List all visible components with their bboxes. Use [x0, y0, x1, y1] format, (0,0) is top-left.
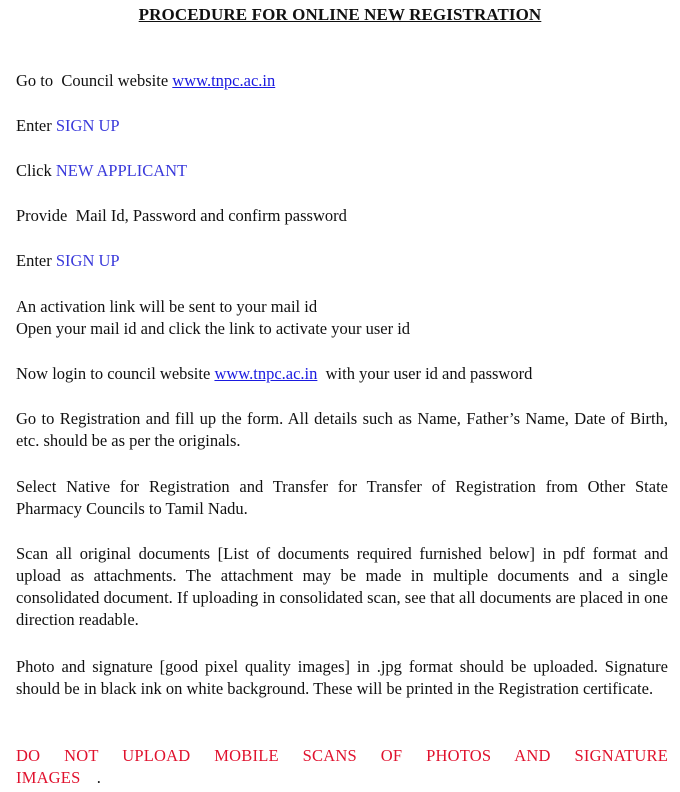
page-title: PROCEDURE FOR ONLINE NEW REGISTRATION — [138, 5, 542, 24]
step-select-native: Select Native for Registration and Transfer for Transfer of Registration from Other State Pharmacy Councils to Tamil Nadu. — [16, 477, 668, 518]
step-signup-2-text: Enter — [16, 251, 56, 270]
step-signup-1 — [16, 115, 668, 137]
warning-suffix: . — [80, 768, 102, 787]
step-provide-credentials: Provide Mail Id, Password and confirm password — [16, 206, 347, 225]
step-visit-website — [16, 70, 668, 92]
step-login-suffix: with your user id and password — [317, 364, 533, 383]
sign-up-label-2: SIGN UP — [55, 251, 120, 270]
step-registration-form: Go to Registration and fill up the form. All details such as Name, Father’s Name, Date of Birth, etc. should be as per the originals. — [16, 409, 668, 450]
step-new-applicant-text: Click — [16, 161, 56, 180]
step-login — [16, 363, 668, 385]
step-login-text: Now login to council website — [16, 364, 215, 383]
step-new-applicant — [16, 160, 668, 182]
warning-notice — [16, 745, 668, 789]
step-signup-1-text: Enter — [16, 116, 56, 135]
sign-up-label: SIGN UP — [55, 116, 120, 135]
step-signup-2 — [16, 250, 668, 272]
step-photo-signature: Photo and signature [good pixel quality images] in .jpg format should be uploaded. Signature should be in black ink on white background. These will be printed in the Registration certificate. — [16, 657, 668, 698]
new-applicant-label: NEW APPLICANT — [55, 161, 188, 180]
step-activation — [16, 296, 668, 340]
activation-line-1: An activation link will be sent to your mail id — [16, 297, 318, 316]
activation-line-2: Open your mail id and click the link to activate your user id — [16, 319, 411, 338]
step-visit-text: Go to Council website — [16, 71, 173, 90]
warning-text: DO NOT UPLOAD MOBILE SCANS OF PHOTOS AND SIGNATURE IMAGES — [16, 746, 668, 787]
council-website-link[interactable]: www.tnpc.ac.in — [172, 71, 276, 90]
step-scan-documents: Scan all original documents [List of documents required furnished below] in pdf format and upload as attachments. The attachment may be made in multiple documents and a single consolidated document. If uploading in consolidated scan, see that all documents are placed in one direction readable. — [16, 544, 668, 629]
council-website-link-2[interactable]: www.tnpc.ac.in — [214, 364, 318, 383]
